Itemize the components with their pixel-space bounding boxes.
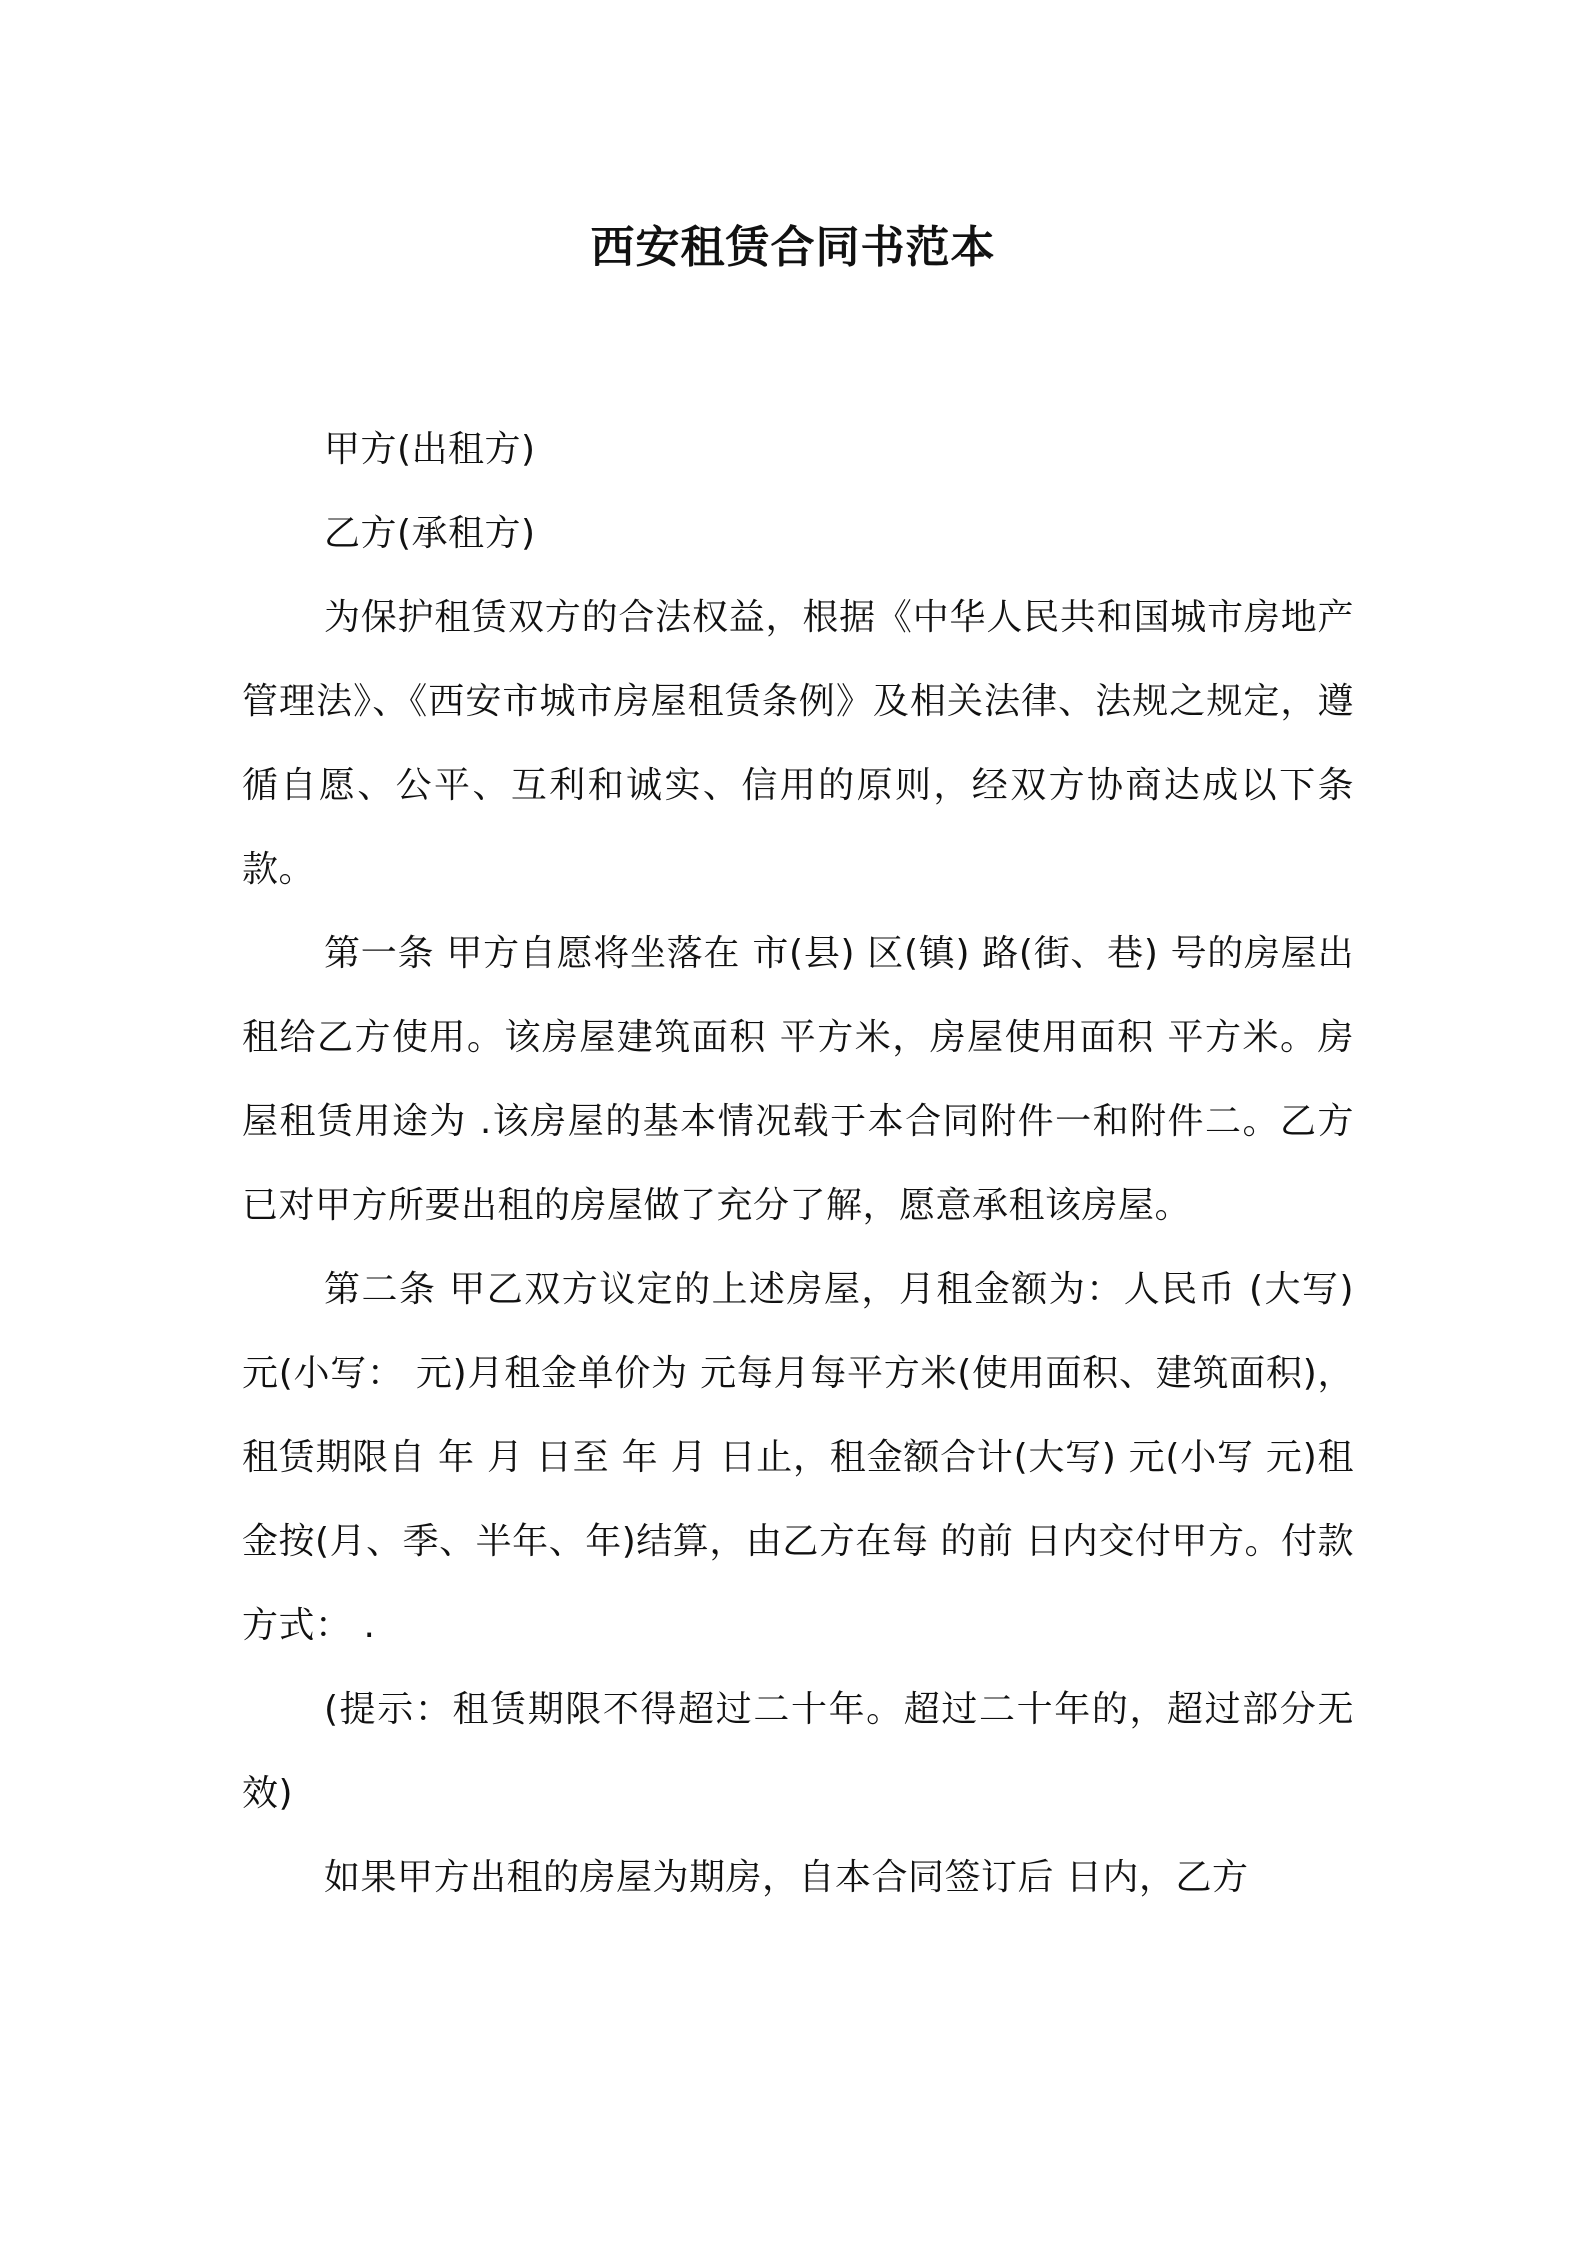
party-a-line: 甲方(出租方) — [324, 429, 536, 470]
party-b-line: 乙方(承租方) — [324, 513, 536, 554]
preamble-paragraph: 为保护租赁双方的合法权益，根据《中华人民共和国城市房地产管理法》、《西安市城市房屋租赁条例》及相关法律、法规之规定，遵循自愿、公平、互利和诚实、信用的原则，经双方协商达成以下条款。 — [242, 597, 1354, 890]
article-2-paragraph: 第二条 甲乙双方议定的上述房屋，月租金额为：人民币 (大写) 元(小写： 元)月租金单价为 元每月每平方米(使用面积、建筑面积)，租赁期限自 年 月 日至 年 月 日止，租金额合计(大写) 元(小写 元)租金按(月、季、半年、年)结算，由乙方在每 的前 日内交付甲方。付款方式： . — [242, 1269, 1354, 1646]
lease-term-note: (提示：租赁期限不得超过二十年。超过二十年的，超过部分无效) — [242, 1689, 1354, 1814]
document-body — [242, 408, 1354, 1920]
document-title: 西安租赁合同书范本 — [590, 222, 996, 273]
article-1-paragraph: 第一条 甲方自愿将坐落在 市(县) 区(镇) 路(街、巷) 号的房屋出租给乙方使用。该房屋建筑面积 平方米，房屋使用面积 平方米。房屋租赁用途为 .该房屋的基本情况载于本合同附件一和附件二。乙方已对甲方所要出租的房屋做了充分了解，愿意承租该房屋。 — [242, 933, 1354, 1226]
future-property-paragraph: 如果甲方出租的房屋为期房，自本合同签订后 日内，乙方 — [324, 1857, 1249, 1898]
